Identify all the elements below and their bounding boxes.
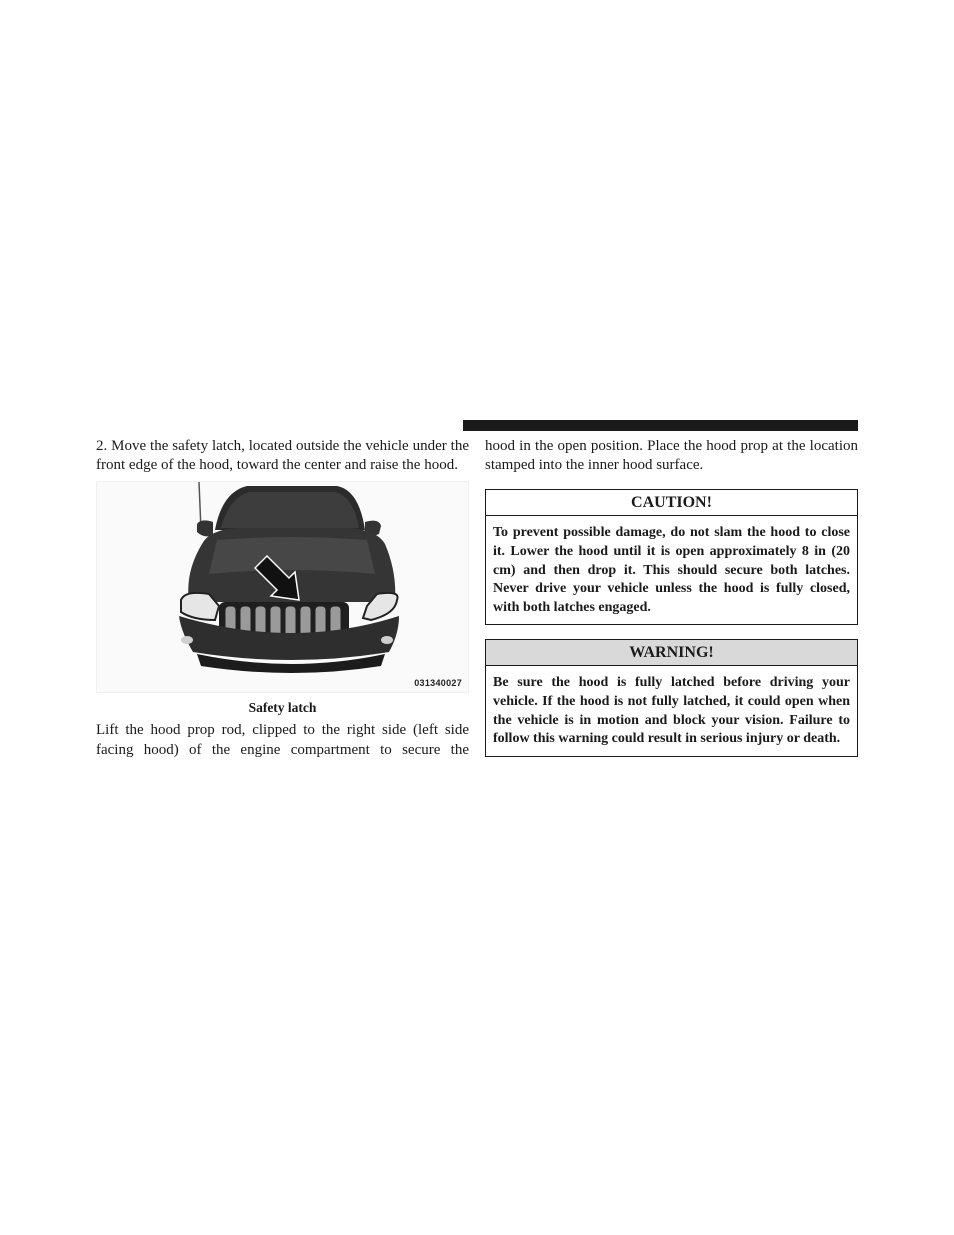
section-header-bar	[463, 420, 858, 431]
left-column	[96, 437, 469, 760]
right-column	[485, 437, 858, 757]
warning-title: WARNING!	[486, 640, 857, 666]
hood-prop-text: Lift the hood prop rod, clipped to the right side (left side facing hood) of the engine compartment to secure the	[96, 722, 469, 758]
vehicle-front-illustration	[97, 482, 468, 692]
caution-body: To prevent possible damage, do not slam the hood to close it. Lower the hood until it is open approximately 8 in (20 cm) and then drop it. This should secure both latches. Never drive your vehicle unless the hood is fully closed, with both latches engaged.	[493, 525, 850, 615]
caution-box	[485, 489, 858, 625]
step-2-text: 2. Move the safety latch, located outside the vehicle under the front edge of the hood, toward the center and raise the hood.	[96, 438, 469, 474]
caution-title: CAUTION!	[486, 490, 857, 516]
figure-code: 031340027	[414, 678, 462, 689]
figure-caption: Safety latch	[248, 700, 317, 716]
safety-latch-figure	[96, 481, 469, 693]
warning-body: Be sure the hood is fully latched before driving your vehicle. If the hood is not fully latched, it could open when the vehicle is in motion and block your vision. Failure to follow this warning could result in serious injury or death.	[493, 675, 850, 747]
hood-prop-continuation: hood in the open position. Place the hood prop at the location stamped into the inner hood surface.	[485, 438, 858, 474]
warning-box	[485, 639, 858, 756]
